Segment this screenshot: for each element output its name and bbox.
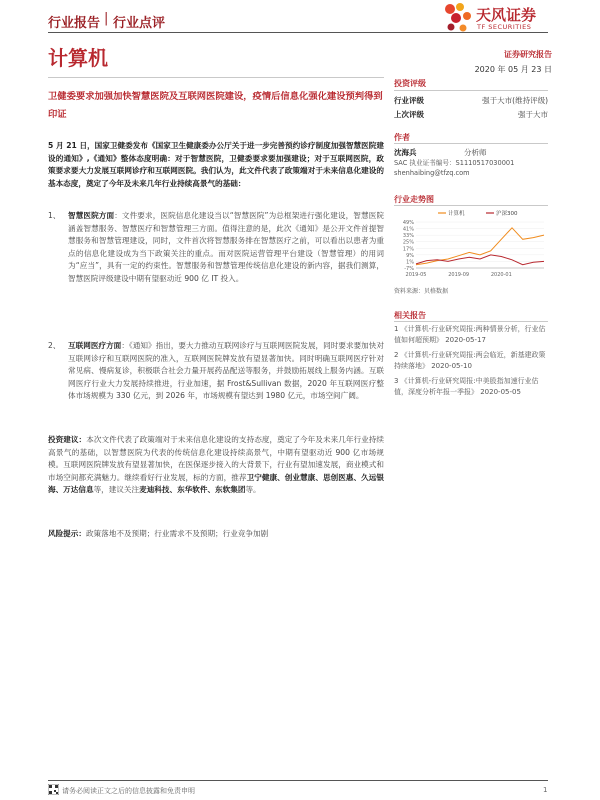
related-section-title: 相关报告 [394,311,426,320]
rating-rule [394,90,548,91]
chart-legend-label: 沪深300 [496,211,518,217]
footer-disclaimer: 请务必阅读正文之后的信息披露和免责申明 [62,787,195,795]
footer-rule [48,780,548,781]
point-body: ：《通知》指出，要大力推动互联网诊疗与互联网医院发展，同时要求要加快对互联网诊疗和互联网医院的准入，互联网医院牌发放有望显著加快。同时明确互联网医疗针对常见病、慢病复诊，积极联合社会力量开展药品配送等服务，并鼓励拓展线上服务内涵。互联网医疗行业大力发展持续推进，行业加速，据 Frost&Sullivan 数据，2020 年互联网医疗整体市场规模为 330 亿元，到 2026 年，市场规模有望达到 1980 亿元，市场空间广阔。 [68,341,385,401]
trend-rule [394,205,548,206]
logo-english: TF SECURITIES [477,23,532,31]
industry-trend-chart [394,208,548,280]
chart-y-tick-label: 33% [402,233,414,240]
chart-series-line [416,255,544,265]
related-report-item[interactable]: 3 《计算机-行业研究周报:中美股指加速行业估值，深度分析年报一季报》 2020-05-05 [394,377,539,396]
header-rule [48,32,548,33]
related-rule [394,321,548,322]
trend-section-title: 行业走势图 [394,195,434,204]
point-text [68,340,384,403]
advice-text-a: 本次文件代表了政策端对于未来信息化建设的支持态度，奠定了今年及未来几年行业持续高景气的基础，以智慧医院为代表的传统信息化建设持续高景气，中期有望驱动近 900 亿市场规模。互联网医院牌发放有望显著加快，在医保逐步接入的大背景下，行业有望加速发展，商业模式和市场空间都充满魅力。继续看好行业发展，标的方面，推荐 [48,435,384,482]
author-email[interactable]: shenhaibing@tfzq.com [394,169,470,177]
page-number: 1 [543,786,548,794]
advice-label: 投资建议： [48,435,87,444]
intro-highlight-strengthen: 加强建设 [275,153,307,163]
point-number: 2、 [48,341,61,350]
chart-y-tick-label: -7% [404,266,414,272]
logo-petal-icon [460,25,467,32]
report-subtype-label: 行业点评 [113,16,166,31]
point-text [68,210,384,286]
chart-y-tick-label: 49% [402,220,414,226]
risk-label: 风险提示： [48,529,86,538]
sector-title: 计算机 [48,46,108,70]
risk-text: 政策落地不及预期；行业需求不及预期；行业竞争加剧 [85,529,269,538]
author-cert: SAC 执业证书编号：S1110517030001 [394,159,515,167]
chart-legend-label: 计算机 [448,211,465,217]
intro-highlight-develop: 大力发展 [78,166,110,176]
logo-petal-icon [451,13,461,23]
header-separator: | [104,11,109,26]
advice-text-b: 等，建议关注 [93,485,140,495]
chart-y-tick-label: 17% [402,246,414,253]
investment-advice-paragraph [48,434,384,497]
chart-y-tick-label: 25% [402,239,414,246]
title-rule [48,77,384,78]
author-rule [394,143,548,144]
intro-text-c: 互联网诊疗和互联网医院。我们认为，此文件代表了政策端对于未来信息化建设的基本态度，奠定了今年及未来几年行业持续高景气的基础： [48,166,385,188]
qr-code-icon [48,784,59,795]
rating-label: 行业评级 [394,96,424,105]
rating-label: 上次评级 [394,110,424,119]
point-number: 1、 [48,211,61,220]
logo-petal-icon [445,4,455,14]
rating-row-previous [394,109,548,120]
intro-text-b: ；对于互联网医院，政策要求要 [48,153,385,176]
rating-section-title: 投资评级 [394,79,426,88]
related-report-item[interactable]: 2 《计算机-行业研究周报:两会临近，新基建政策持续落地》 2020-05-10 [394,351,546,370]
point-item-smart-hospital [48,210,384,310]
chart-y-tick-label: 9% [406,252,414,259]
chart-x-tick-label: 2019-05 [405,272,427,278]
intro-text-a: 5 月 21 日，国家卫健委发布《国家卫生健康委办公厅关于进一步完善预约诊疗制度加强智慧医院建设的通知》,《通知》整体态度明确：对于智慧医院，卫健委要求要 [48,141,384,163]
point-title: 互联网医疗方面 [68,341,122,350]
author-row [394,147,548,158]
report-type-label: 行业报告 [48,16,101,31]
author-role: 分析师 [464,148,487,157]
report-date: 2020 年 05 月 23 日 [474,65,552,74]
intro-paragraph [48,140,384,190]
chart-x-tick-label: 2020-01 [490,272,512,278]
chart-x-tick-label: 2019-09 [448,272,470,278]
point-title: 智慧医院方面 [68,211,115,220]
point-item-internet-healthcare [48,340,384,440]
chart-source: 资料来源：贝格数据 [394,288,449,295]
author-section-title: 作者 [394,133,410,142]
logo-petal-icon [463,12,471,20]
logo-name: 天风证券 [476,6,537,24]
author-name: 沈海兵 [394,148,417,157]
risk-paragraph [48,528,384,541]
rating-value: 强于大市(维持评级) [482,96,548,105]
advice-text-c: 等。 [245,485,261,495]
logo-petal-icon [448,24,455,31]
advice-recommended-stocks: 卫宁健康、创业慧康、思创医惠、久远银海、万达信息 [48,472,385,495]
report-label: 证券研究报告 [504,50,552,59]
rating-value: 强于大市 [518,110,548,119]
related-report-item[interactable]: 1 《计算机-行业研究周报:两种情景分析，行业估值如何超预期》 2020-05-17 [394,325,546,344]
advice-watch-stocks: 麦迪科技、东华软件、东软集团 [139,485,246,495]
chart-y-tick-label: 1% [406,259,414,266]
report-headline: 卫健委要求加强加快智慧医院及互联网医院建设，疫情后信息化强化建设预判得到印证 [48,91,383,120]
chart-y-tick-label: 41% [402,226,414,233]
point-body: ：文件要求，医院信息化建设当以“智慧医院”为总框架进行强化建设，智慧医院涵盖智慧服务、智慧医疗和智慧管理三方面。值得注意的是，此次《通知》是公开文件首提智慧服务和智慧管理建设，同时，文件首次将智慧服务排在智慧医疗之前，可以看出以患者为重点的信息化建设成为当下政策关注的重点。而对医院运营管理平台建设（智慧管理）的用词为“应当”，具有一定的约束性。智慧服务和智慧管理传统信息化建设的新内容，据我们测算，智慧医院评级建设中期有望驱动近 900 亿 IT 投入。 [68,211,384,283]
logo-petal-icon [456,3,464,11]
rating-row-industry [394,95,548,106]
